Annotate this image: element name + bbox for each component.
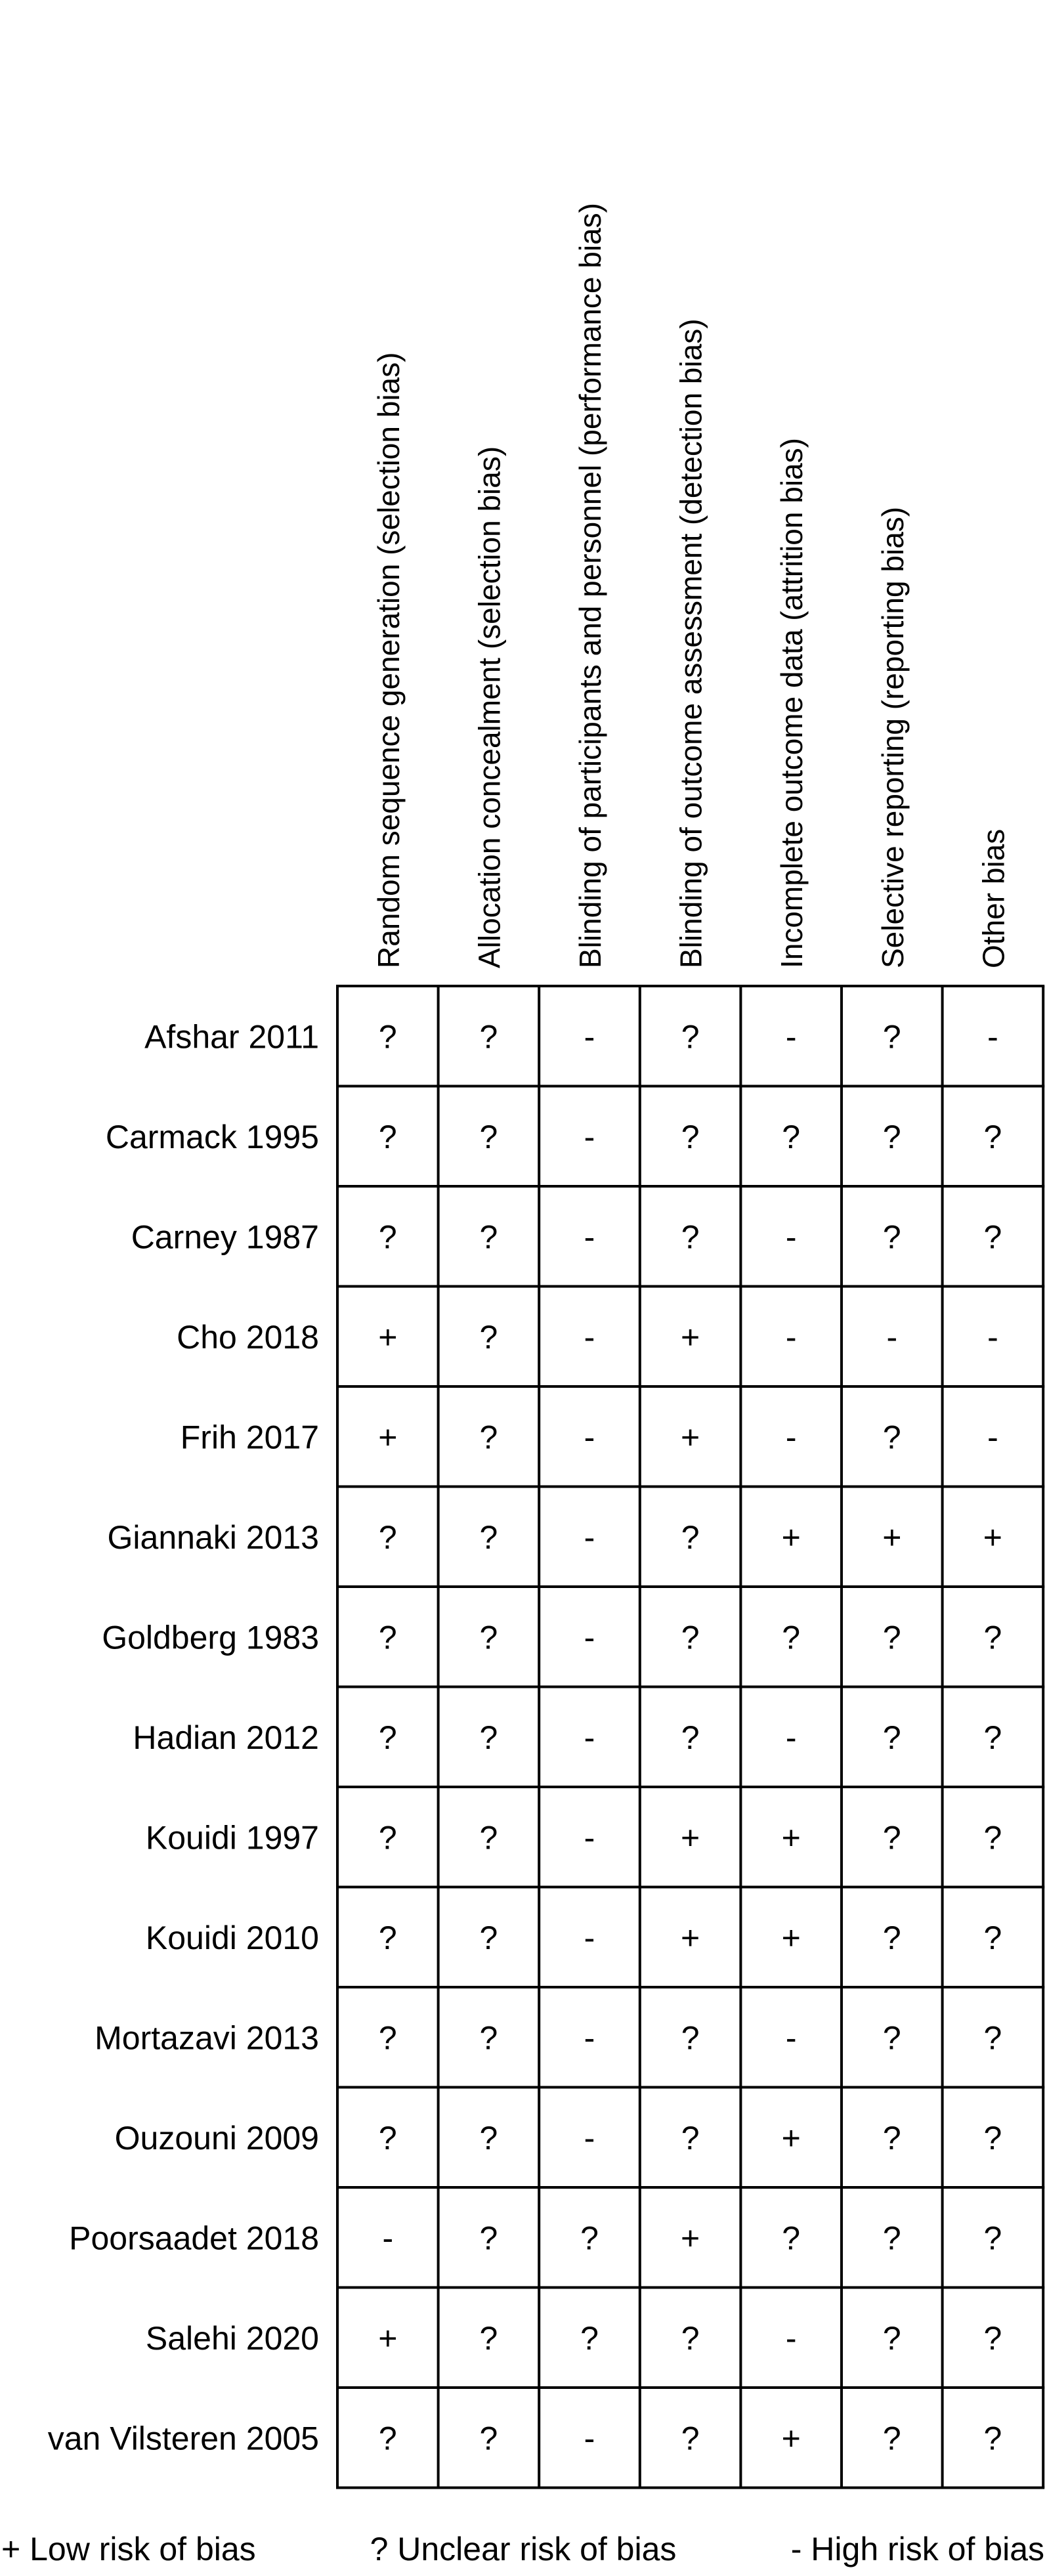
rating-cell: ? [983, 1819, 1002, 1857]
rating-cell: - [584, 1118, 595, 1155]
rating-cell: ? [681, 2420, 700, 2457]
rating-cell: - [584, 1218, 595, 1256]
rating-cell: + [882, 1518, 902, 1556]
rating-cell: ? [882, 2119, 901, 2157]
rating-cell: + [781, 1819, 801, 1857]
rating-cell: ? [378, 1218, 397, 1256]
rating-cell: - [785, 2019, 797, 2057]
rating-cell: ? [479, 2220, 498, 2257]
rating-cell: - [987, 1419, 998, 1456]
rating-cell: ? [479, 2420, 498, 2457]
rating-cell: + [983, 1518, 1003, 1556]
rating-cell: ? [479, 2319, 498, 2357]
rating-cell: - [886, 1318, 898, 1356]
rating-cell: ? [882, 1819, 901, 1857]
rating-cell: - [987, 1318, 998, 1356]
rating-cell: + [781, 2119, 801, 2157]
rating-cell: - [584, 1919, 595, 1956]
rating-cell: ? [378, 1719, 397, 1756]
study-label: Afshar 2011 [144, 1018, 319, 1056]
rating-cell: ? [479, 1619, 498, 1656]
rating-cell: ? [378, 1919, 397, 1956]
rating-cell: ? [681, 2119, 700, 2157]
rating-cell: - [785, 1018, 797, 1056]
column-labels [372, 203, 1011, 968]
rating-cell: ? [681, 1018, 700, 1056]
rating-cell: + [781, 1518, 801, 1556]
rating-cell: + [680, 1819, 700, 1857]
rating-cell: + [680, 1919, 700, 1956]
column-header-3: Blinding of participants and personnel (performance bias) [573, 203, 607, 968]
rating-cell: - [785, 1318, 797, 1356]
rating-cell: ? [882, 1218, 901, 1256]
rating-cell: ? [479, 1419, 498, 1456]
column-header-6: Selective reporting (reporting bias) [875, 506, 910, 968]
rating-cell: ? [378, 2420, 397, 2457]
rating-cell: ? [681, 1218, 700, 1256]
rating-cell: + [680, 1318, 700, 1356]
rating-cell: ? [983, 1619, 1002, 1656]
rating-cell: ? [983, 1719, 1002, 1756]
rating-cell: ? [882, 2319, 901, 2357]
table-cells [378, 1018, 1002, 2457]
rating-cell: ? [882, 2019, 901, 2057]
study-label: Ouzouni 2009 [114, 2119, 319, 2157]
rating-cell: ? [983, 1919, 1002, 1956]
rating-cell: - [584, 2119, 595, 2157]
column-header-1: Random sequence generation (selection bias) [371, 352, 406, 968]
rating-cell: ? [882, 1719, 901, 1756]
rating-cell: + [378, 2319, 398, 2357]
rating-cell: ? [882, 1919, 901, 1956]
rating-cell: - [584, 1518, 595, 1556]
row-labels [48, 1018, 319, 2457]
rating-cell: ? [378, 1819, 397, 1857]
study-label: Mortazavi 2013 [95, 2019, 319, 2057]
column-header-2: Allocation concealment (selection bias) [472, 446, 507, 968]
rating-cell: ? [983, 2119, 1002, 2157]
rating-cell: ? [983, 2420, 1002, 2457]
rating-cell: ? [378, 2019, 397, 2057]
rating-cell: ? [681, 2319, 700, 2357]
rating-cell: ? [681, 2019, 700, 2057]
rating-cell: + [781, 2420, 801, 2457]
study-label: Kouidi 2010 [145, 1919, 319, 1956]
rating-cell: ? [782, 2220, 801, 2257]
rating-cell: ? [681, 1719, 700, 1756]
rating-cell: ? [882, 2420, 901, 2457]
rating-cell: - [785, 2319, 797, 2357]
rating-cell: + [378, 1419, 398, 1456]
rating-cell: - [785, 1719, 797, 1756]
rating-cell: ? [378, 1018, 397, 1056]
column-header-4: Blinding of outcome assessment (detection bias) [673, 318, 708, 968]
study-label: Carmack 1995 [105, 1118, 319, 1155]
rating-cell: ? [681, 1118, 700, 1155]
rating-cell: ? [479, 1719, 498, 1756]
study-label: Hadian 2012 [133, 1719, 319, 1756]
rating-cell: ? [983, 1118, 1002, 1155]
rating-cell: - [584, 2019, 595, 2057]
study-label: Kouidi 1997 [145, 1819, 319, 1857]
rating-cell: - [584, 1318, 595, 1356]
rating-cell: ? [479, 1318, 498, 1356]
rating-cell: - [584, 1619, 595, 1656]
legend [1, 2531, 1044, 2567]
column-header-7: Other bias [976, 828, 1011, 968]
study-label: Salehi 2020 [145, 2319, 319, 2357]
rating-cell: ? [378, 1518, 397, 1556]
rating-cell: ? [479, 2019, 498, 2057]
rating-cell: ? [479, 1819, 498, 1857]
rating-cell: ? [580, 2319, 599, 2357]
rating-cell: ? [681, 1619, 700, 1656]
rating-cell: ? [983, 2319, 1002, 2357]
rating-cell: ? [378, 1118, 397, 1155]
rating-cell: + [781, 1919, 801, 1956]
rating-cell: - [584, 1719, 595, 1756]
legend-item-1: + Low risk of bias [1, 2531, 256, 2567]
study-label: Goldberg 1983 [102, 1619, 319, 1656]
rating-cell: ? [882, 2220, 901, 2257]
rating-cell: ? [882, 1619, 901, 1656]
study-label: Poorsaadet 2018 [69, 2220, 319, 2257]
rating-cell: ? [782, 1619, 801, 1656]
rating-cell: ? [983, 2019, 1002, 2057]
rating-cell: + [680, 1419, 700, 1456]
study-label: Frih 2017 [180, 1419, 319, 1456]
column-header-5: Incomplete outcome data (attrition bias) [775, 438, 809, 968]
rating-cell: ? [479, 1118, 498, 1155]
rating-cell: ? [882, 1018, 901, 1056]
rating-cell: ? [479, 2119, 498, 2157]
rating-cell: ? [882, 1118, 901, 1155]
rating-cell: ? [378, 2119, 397, 2157]
rating-cell: ? [479, 1919, 498, 1956]
rating-cell: ? [681, 1518, 700, 1556]
study-label: Carney 1987 [131, 1218, 319, 1256]
rating-cell: ? [882, 1419, 901, 1456]
rating-cell: ? [479, 1218, 498, 1256]
study-label: van Vilsteren 2005 [47, 2420, 319, 2457]
rating-cell: ? [983, 2220, 1002, 2257]
rating-cell: + [378, 1318, 398, 1356]
rating-cell: ? [479, 1018, 498, 1056]
rating-cell: - [584, 1018, 595, 1056]
legend-item-2: ? Unclear risk of bias [370, 2531, 677, 2567]
rating-cell: - [584, 2420, 595, 2457]
rating-cell: ? [580, 2220, 599, 2257]
rating-cell: - [382, 2220, 394, 2257]
rating-cell: - [584, 1419, 595, 1456]
rating-cell: ? [983, 1218, 1002, 1256]
rating-cell: + [680, 2220, 700, 2257]
rating-cell: ? [782, 1118, 801, 1155]
rating-cell: - [785, 1419, 797, 1456]
rating-cell: ? [378, 1619, 397, 1656]
legend-item-3: - High risk of bias [790, 2531, 1044, 2567]
rating-cell: - [987, 1018, 998, 1056]
study-label: Cho 2018 [177, 1318, 319, 1356]
study-label: Giannaki 2013 [107, 1518, 319, 1556]
rating-cell: - [785, 1218, 797, 1256]
rating-cell: - [584, 1819, 595, 1857]
rating-cell: ? [479, 1518, 498, 1556]
